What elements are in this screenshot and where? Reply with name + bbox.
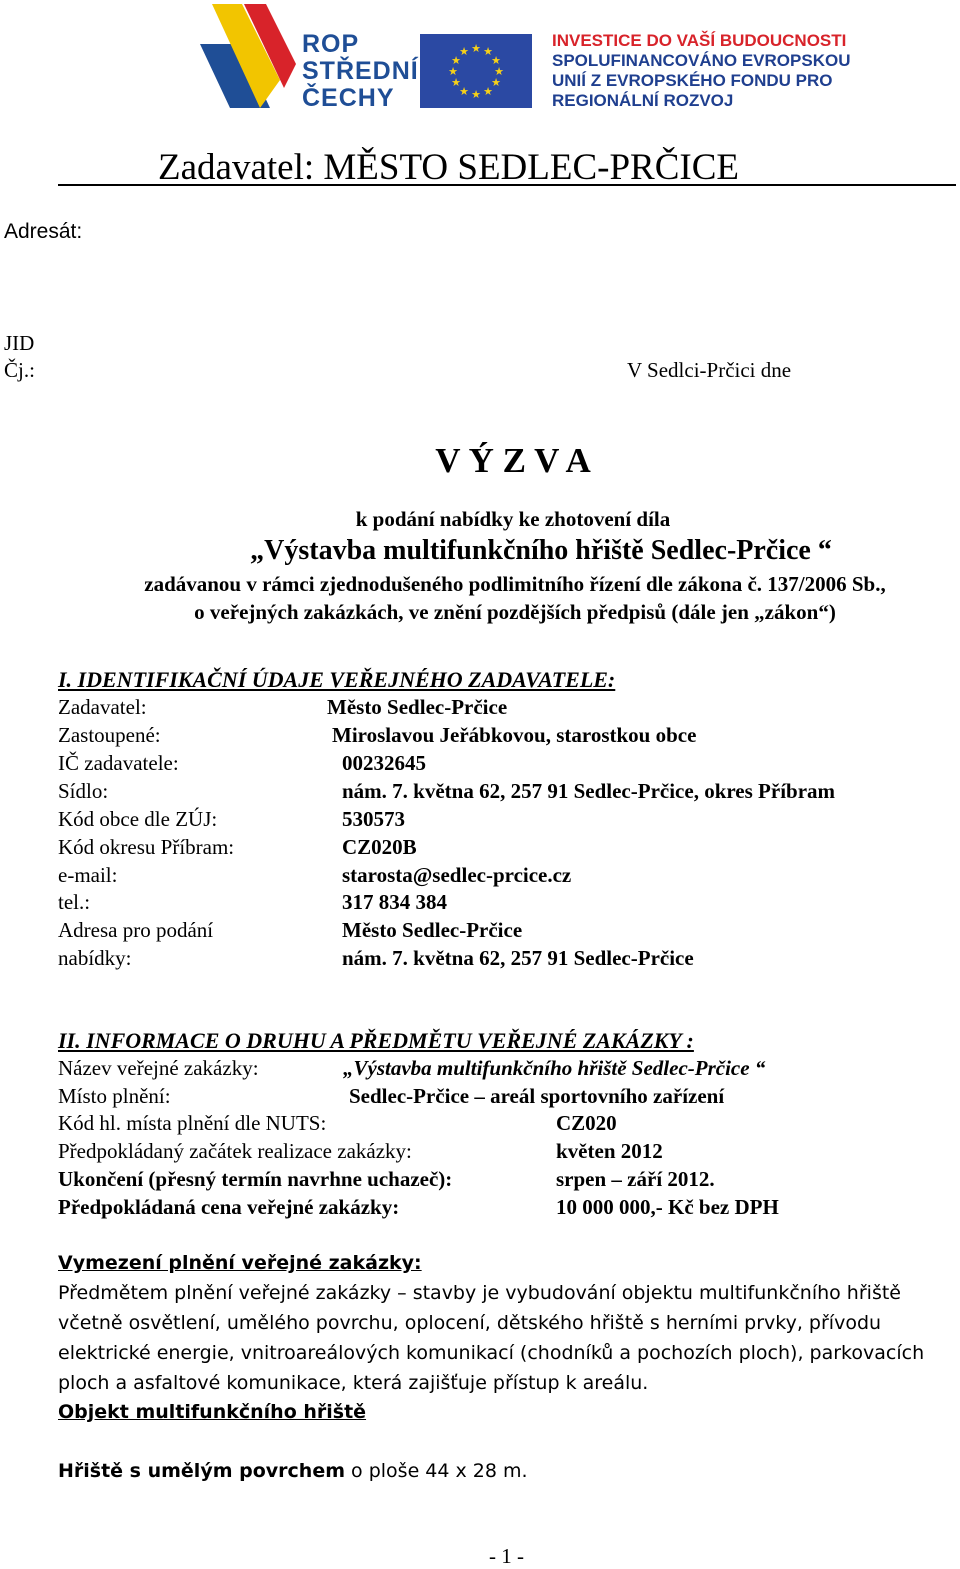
contract-name-label: Název veřejné zakázky: xyxy=(58,1056,259,1080)
section1-value: CZ020B xyxy=(342,835,417,859)
cj-label: Čj.: xyxy=(4,358,35,382)
page-number: - 1 - xyxy=(489,1544,524,1568)
jid-label: JID xyxy=(4,331,35,355)
nuts-label: Kód hl. místa plnění dle NUTS: xyxy=(58,1111,327,1135)
svg-text:★: ★ xyxy=(483,85,493,98)
scope-heading: Vymezení plnění veřejné zakázky: xyxy=(58,1252,422,1274)
price-value: 10 000 000,- Kč bez DPH xyxy=(556,1195,779,1219)
place-date: V Sedlci-Prčici dne xyxy=(627,358,792,382)
scope-paragraph-line: Předmětem plnění veřejné zakázky – stavby je vybudování objektu multifunkčního hřiště xyxy=(58,1282,901,1304)
nuts-value: CZ020 xyxy=(556,1111,617,1135)
section1-label: Zastoupené: xyxy=(58,723,161,747)
heading-line4: o veřejných zakázkách, ve znění pozdějších předpisů (dále jen „zákon“) xyxy=(194,600,836,624)
section1-label: Zadavatel: xyxy=(58,695,147,719)
svg-text:★: ★ xyxy=(471,88,481,101)
heading-line2: „Výstavba multifunkčního hřiště Sedlec-Prčice “ xyxy=(250,535,832,566)
section1-label: nabídky: xyxy=(58,946,132,970)
section1-value: Miroslavou Jeřábkovou, starostkou obce xyxy=(332,723,697,747)
eu-line: INVESTICE DO VAŠÍ BUDOUCNOSTI xyxy=(552,31,847,50)
place-value: Sedlec-Prčice – areál sportovního zařízení xyxy=(349,1084,725,1108)
section1-label: Adresa pro podání xyxy=(58,918,214,942)
place-label: Místo plnění: xyxy=(58,1084,171,1108)
eu-fund-text xyxy=(552,31,850,111)
email-value[interactable]: starosta@sedlec-prcice.cz xyxy=(342,863,572,887)
svg-text:★: ★ xyxy=(491,54,501,67)
svg-text:★: ★ xyxy=(491,76,501,89)
rop-chevron-icon xyxy=(200,4,300,108)
section1-label: e-mail: xyxy=(58,863,118,887)
section1-value: 317 834 384 xyxy=(342,890,447,914)
eu-flag-icon xyxy=(420,34,532,108)
start-label: Předpokládaný začátek realizace zakázky: xyxy=(58,1139,412,1163)
surface-rest: o ploše 44 x 28 m. xyxy=(345,1460,528,1482)
section1-value: Město Sedlec-Prčice xyxy=(327,695,508,719)
eu-line: UNIÍ Z EVROPSKÉHO FONDU PRO xyxy=(552,71,833,90)
rop-logo xyxy=(200,4,419,112)
section1-label: Sídlo: xyxy=(58,779,109,803)
section1-heading: I. IDENTIFIKAČNÍ ÚDAJE VEŘEJNÉHO ZADAVATELE: xyxy=(58,667,616,692)
scope-paragraph-line: ploch a asfaltové komunikace, která zajišťuje přístup k areálu. xyxy=(58,1372,649,1394)
contract-name-value: „Výstavba multifunkčního hřiště Sedlec-Prčice “ xyxy=(343,1056,766,1080)
section1-label: Kód obce dle ZÚJ: xyxy=(58,807,218,831)
price-label: Předpokládaná cena veřejné zakázky: xyxy=(58,1195,400,1219)
scope-paragraph-line: včetně osvětlení, umělého povrchu, oplocení, dětského hřiště s herními prvky, přívodu xyxy=(58,1312,882,1334)
heading-line3: zadávanou v rámci zjednodušeného podlimitního řízení dle zákona č. 137/2006 Sb., xyxy=(144,572,886,596)
section1-value: 530573 xyxy=(342,807,405,831)
svg-text:★: ★ xyxy=(451,76,461,89)
rop-line: ČECHY xyxy=(302,84,395,112)
section1-value: 00232645 xyxy=(342,751,426,775)
section2-heading: II. INFORMACE O DRUHU A PŘEDMĚTU VEŘEJNÉ ZAKÁZKY : xyxy=(58,1028,694,1053)
section1-label: Kód okresu Příbram: xyxy=(58,835,235,859)
section1-value: Město Sedlec-Prčice xyxy=(342,918,523,942)
end-value: srpen – září 2012. xyxy=(556,1167,715,1191)
rop-line: ROP xyxy=(302,30,360,58)
section1-value: nám. 7. května 62, 257 91 Sedlec-Prčice, okres Příbram xyxy=(342,779,836,803)
svg-text:★: ★ xyxy=(483,45,493,58)
end-label: Ukončení (přesný termín navrhne uchazeč): xyxy=(58,1167,453,1191)
heading-line1: k podání nabídky ke zhotovení díla xyxy=(355,507,671,531)
object-heading: Objekt multifunkčního hřiště xyxy=(58,1401,367,1423)
zadavatel-title: Zadavatel: MĚSTO SEDLEC-PRČICE xyxy=(158,147,739,188)
rop-line: STŘEDNÍ xyxy=(302,57,419,85)
eu-line: SPOLUFINANCOVÁNO EVROPSKOU xyxy=(552,51,851,70)
surface-bold: Hřiště s umělým povrchem xyxy=(58,1460,346,1482)
section1-label: tel.: xyxy=(58,890,91,914)
svg-text:★: ★ xyxy=(494,65,504,78)
svg-text:★: ★ xyxy=(451,54,461,67)
start-value: květen 2012 xyxy=(556,1139,663,1163)
scope-paragraph-line: elektrické energie, vnitroareálových komunikací (chodníků a pochozích ploch), parkovacích xyxy=(58,1342,925,1364)
adresat-label: Adresát: xyxy=(4,220,83,243)
section1-value: nám. 7. května 62, 257 91 Sedlec-Prčice xyxy=(342,946,694,970)
eu-line: REGIONÁLNÍ ROZVOJ xyxy=(552,91,734,110)
svg-text:★: ★ xyxy=(459,45,469,58)
svg-text:★: ★ xyxy=(448,65,458,78)
svg-text:★: ★ xyxy=(471,42,481,55)
section1-label: IČ zadavatele: xyxy=(58,751,179,775)
svg-text:★: ★ xyxy=(459,85,469,98)
document-title: V Ý Z V A xyxy=(435,441,591,480)
surface-line xyxy=(58,1460,528,1482)
